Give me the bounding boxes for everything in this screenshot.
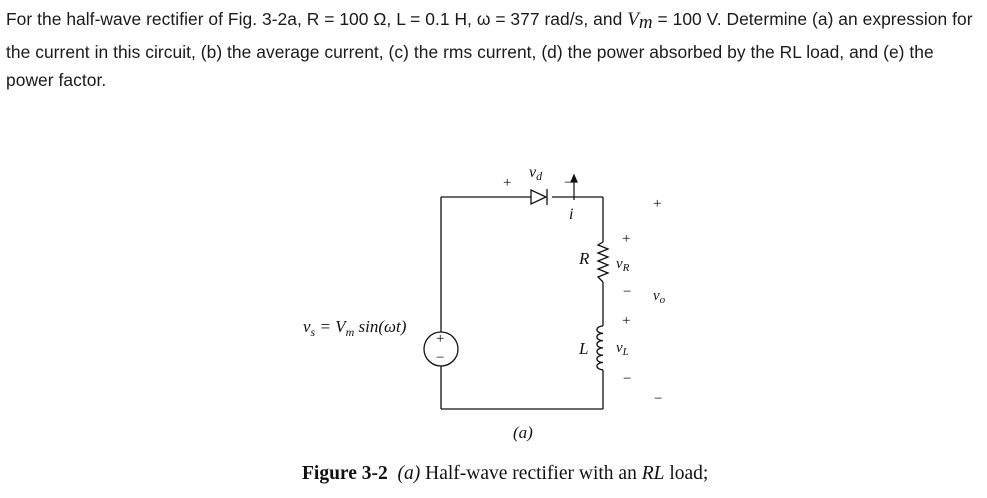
caption-text-after: load;	[664, 463, 709, 484]
resistor-label: R	[579, 249, 590, 268]
source-label: $v_s = V_m$ sin(ωt)	[303, 317, 407, 339]
caption-text-before: Half-wave rectifier with an	[420, 463, 642, 484]
vm-subscript: m	[638, 12, 653, 33]
source-plus: +	[436, 331, 445, 347]
vl-plus: +	[622, 313, 631, 329]
current-label: i	[569, 206, 574, 223]
inductor-label: L	[579, 339, 589, 358]
figure-sublabel: (a)	[513, 423, 533, 442]
vo-plus: +	[653, 196, 662, 212]
vm-symbol: V	[627, 9, 639, 30]
vd-label: vd	[529, 164, 543, 183]
source-minus: −	[436, 350, 445, 366]
vr-plus: +	[622, 231, 631, 247]
diode-symbol	[531, 189, 547, 205]
circuit-wires	[441, 197, 603, 409]
vl-label: $v_L$	[616, 340, 629, 358]
problem-text-part1: For the half-wave rectifier of Fig. 3-2a, R = 100 Ω, L = 0.1 H, ω = 377 rad/s, and	[6, 9, 628, 29]
problem-text-part2: = 100 V. Determine (a) an expression for the current in this circuit, (b) the average current, (c) the rms current, (d) the power absorbed by the RL load, and (e) the power factor.	[6, 9, 973, 91]
resistor-symbol	[598, 242, 608, 282]
vr-label: $v_R$	[616, 256, 630, 274]
vl-minus: −	[623, 371, 632, 387]
vd-minus: −	[564, 175, 573, 191]
vd-plus: +	[503, 175, 512, 191]
caption-subfigure: (a)	[397, 463, 421, 484]
caption-figure-number: Figure 3-2	[302, 463, 388, 484]
vr-minus: −	[623, 284, 632, 300]
figure-caption	[302, 463, 708, 485]
caption-rl: RL	[641, 463, 665, 484]
vo-label: $v_o$	[653, 288, 666, 306]
vo-minus: −	[654, 391, 663, 407]
inductor-symbol	[597, 326, 603, 370]
